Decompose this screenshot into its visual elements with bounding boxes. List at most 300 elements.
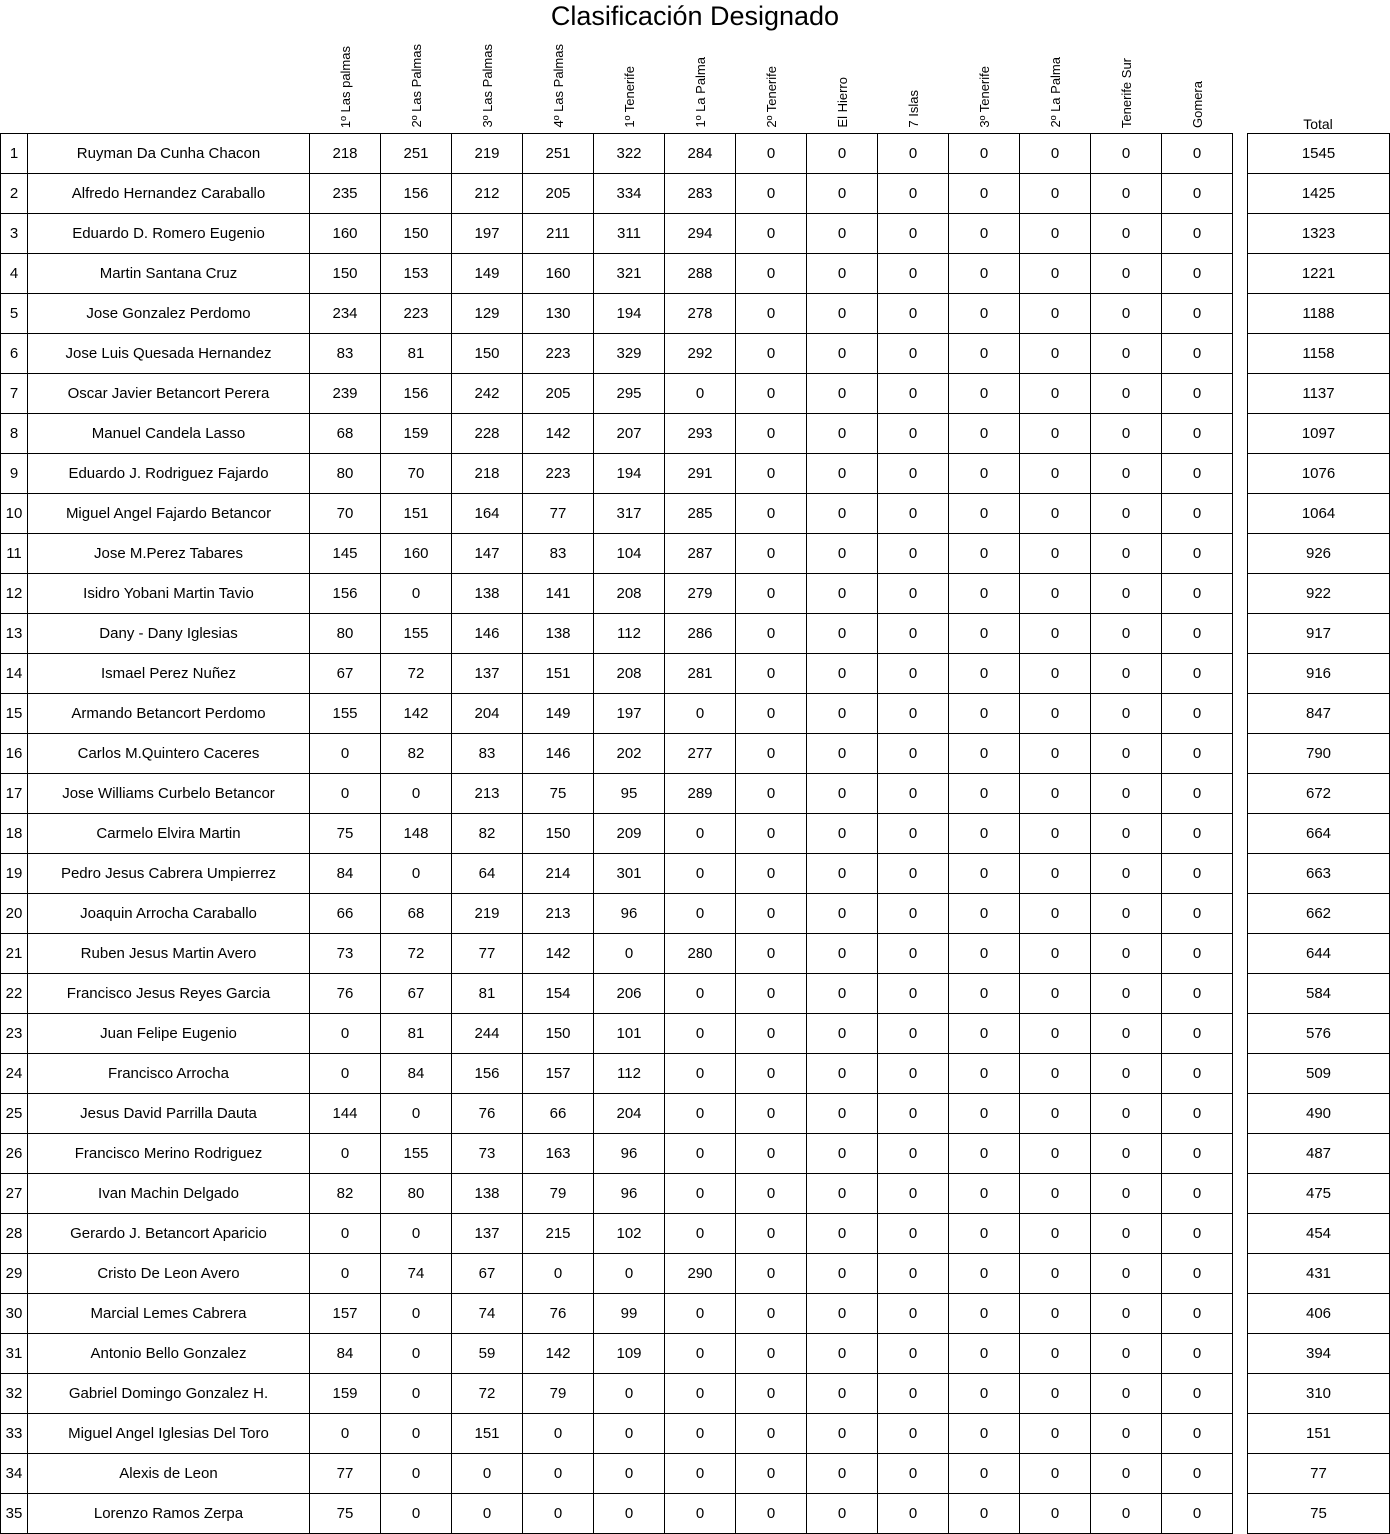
- table-row: [1, 1254, 1233, 1294]
- score-cell: 213: [523, 894, 594, 934]
- score-cell: 0: [807, 1094, 878, 1134]
- score-cell: 0: [1091, 814, 1162, 854]
- score-cell: 84: [310, 854, 381, 894]
- total-cell: 664: [1248, 814, 1390, 854]
- score-cell: 208: [594, 574, 665, 614]
- score-cell: 0: [1020, 374, 1091, 414]
- score-cell: 156: [452, 1054, 523, 1094]
- score-cell: 0: [1091, 1374, 1162, 1414]
- score-cell: 160: [523, 254, 594, 294]
- score-cell: 144: [310, 1094, 381, 1134]
- score-cell: 0: [878, 894, 949, 934]
- score-cell: 0: [1020, 1374, 1091, 1414]
- score-cell: 141: [523, 574, 594, 614]
- name-cell: Ruyman Da Cunha Chacon: [28, 134, 310, 174]
- score-cell: 218: [452, 454, 523, 494]
- score-cell: 0: [1091, 894, 1162, 934]
- score-cell: 197: [452, 214, 523, 254]
- score-cell: 0: [736, 1014, 807, 1054]
- score-cell: 96: [594, 1134, 665, 1174]
- column-header: [949, 34, 1020, 131]
- score-cell: 219: [452, 894, 523, 934]
- score-cell: 0: [1162, 1134, 1233, 1174]
- score-cell: 0: [1162, 1494, 1233, 1534]
- total-cell: 790: [1248, 734, 1390, 774]
- rank-cell: 1: [1, 134, 28, 174]
- score-cell: 0: [736, 254, 807, 294]
- score-cell: 0: [1020, 294, 1091, 334]
- score-cell: 329: [594, 334, 665, 374]
- total-cell: 847: [1248, 694, 1390, 734]
- total-table: [1247, 133, 1390, 1534]
- score-cell: 151: [381, 494, 452, 534]
- score-cell: 251: [523, 134, 594, 174]
- total-cell: 1323: [1248, 214, 1390, 254]
- total-row: [1248, 454, 1390, 494]
- total-cell: 1076: [1248, 454, 1390, 494]
- score-cell: 0: [949, 134, 1020, 174]
- name-cell: Armando Betancort Perdomo: [28, 694, 310, 734]
- total-cell: 1545: [1248, 134, 1390, 174]
- score-cell: 82: [452, 814, 523, 854]
- score-cell: 142: [523, 414, 594, 454]
- score-cell: 0: [1020, 1414, 1091, 1454]
- total-row: [1248, 974, 1390, 1014]
- column-header-label: El Hierro: [834, 77, 850, 128]
- name-cell: Oscar Javier Betancort Perera: [28, 374, 310, 414]
- score-cell: 0: [1162, 1334, 1233, 1374]
- score-cell: 0: [736, 1294, 807, 1334]
- score-cell: 0: [949, 334, 1020, 374]
- column-header: [381, 34, 452, 131]
- score-cell: 294: [665, 214, 736, 254]
- score-cell: 0: [949, 1054, 1020, 1094]
- total-cell: 1097: [1248, 414, 1390, 454]
- score-cell: 81: [381, 334, 452, 374]
- score-cell: 0: [807, 1054, 878, 1094]
- total-row: [1248, 1414, 1390, 1454]
- score-cell: 0: [1162, 1294, 1233, 1334]
- table-row: [1, 374, 1233, 414]
- total-row: [1248, 174, 1390, 214]
- score-cell: 150: [523, 814, 594, 854]
- score-cell: 155: [381, 1134, 452, 1174]
- score-cell: 0: [736, 694, 807, 734]
- score-cell: 0: [736, 1054, 807, 1094]
- score-cell: 0: [381, 1214, 452, 1254]
- score-cell: 0: [878, 454, 949, 494]
- score-cell: 0: [807, 1334, 878, 1374]
- score-cell: 0: [1020, 934, 1091, 974]
- score-cell: 0: [807, 494, 878, 534]
- column-header-label: Tenerife Sur: [1118, 57, 1134, 128]
- score-cell: 0: [949, 1414, 1020, 1454]
- score-cell: 0: [1162, 614, 1233, 654]
- score-cell: 0: [1162, 1254, 1233, 1294]
- table-row: [1, 1134, 1233, 1174]
- name-cell: Ismael Perez Nuñez: [28, 654, 310, 694]
- score-cell: 0: [949, 1374, 1020, 1414]
- ranking-table: [0, 133, 1233, 1534]
- score-cell: 95: [594, 774, 665, 814]
- score-cell: 0: [807, 1014, 878, 1054]
- score-cell: 0: [1162, 534, 1233, 574]
- score-cell: 73: [452, 1134, 523, 1174]
- score-cell: 0: [807, 1174, 878, 1214]
- score-cell: 66: [310, 894, 381, 934]
- table-row: [1, 1094, 1233, 1134]
- page-title: Clasificación Designado: [550, 1, 840, 31]
- score-cell: 205: [523, 174, 594, 214]
- score-cell: 223: [523, 334, 594, 374]
- score-cell: 0: [736, 1214, 807, 1254]
- score-cell: 0: [381, 1494, 452, 1534]
- score-cell: 72: [381, 934, 452, 974]
- score-cell: 80: [310, 614, 381, 654]
- table-row: [1, 614, 1233, 654]
- score-cell: 0: [523, 1254, 594, 1294]
- score-cell: 0: [1091, 334, 1162, 374]
- name-cell: Miguel Angel Fajardo Betancor: [28, 494, 310, 534]
- score-cell: 112: [594, 614, 665, 654]
- score-cell: 0: [949, 454, 1020, 494]
- score-cell: 212: [452, 174, 523, 214]
- table-row: [1, 1374, 1233, 1414]
- score-cell: 0: [1162, 134, 1233, 174]
- score-cell: 0: [807, 414, 878, 454]
- rank-cell: 5: [1, 294, 28, 334]
- score-cell: 77: [523, 494, 594, 534]
- score-cell: 0: [878, 1454, 949, 1494]
- score-cell: 0: [878, 414, 949, 454]
- score-cell: 293: [665, 414, 736, 454]
- score-cell: 207: [594, 414, 665, 454]
- score-cell: 0: [878, 1294, 949, 1334]
- rank-cell: 10: [1, 494, 28, 534]
- name-cell: Jose Luis Quesada Hernandez: [28, 334, 310, 374]
- score-cell: 0: [1020, 1454, 1091, 1494]
- score-cell: 96: [594, 894, 665, 934]
- score-cell: 0: [381, 1414, 452, 1454]
- score-cell: 0: [1162, 734, 1233, 774]
- column-header: [807, 34, 878, 131]
- table-row: [1, 1014, 1233, 1054]
- score-cell: 0: [878, 1334, 949, 1374]
- score-cell: 0: [878, 334, 949, 374]
- score-cell: 0: [1091, 694, 1162, 734]
- score-cell: 84: [310, 1334, 381, 1374]
- score-cell: 0: [1020, 414, 1091, 454]
- score-cell: 81: [452, 974, 523, 1014]
- name-cell: Eduardo D. Romero Eugenio: [28, 214, 310, 254]
- column-header-label: 1º La Palma: [692, 57, 708, 128]
- score-cell: 0: [736, 1254, 807, 1294]
- score-cell: 284: [665, 134, 736, 174]
- total-cell: 475: [1248, 1174, 1390, 1214]
- score-cell: 0: [736, 134, 807, 174]
- score-cell: 0: [736, 1334, 807, 1374]
- score-cell: 0: [807, 134, 878, 174]
- score-cell: 288: [665, 254, 736, 294]
- score-cell: 0: [736, 614, 807, 654]
- score-cell: 292: [665, 334, 736, 374]
- total-cell: 454: [1248, 1214, 1390, 1254]
- score-cell: 0: [736, 534, 807, 574]
- score-cell: 209: [594, 814, 665, 854]
- table-row: [1, 414, 1233, 454]
- score-cell: 0: [1091, 454, 1162, 494]
- table-row: [1, 294, 1233, 334]
- score-cell: 0: [736, 214, 807, 254]
- rank-cell: 28: [1, 1214, 28, 1254]
- column-header: [736, 34, 807, 131]
- score-cell: 0: [1162, 1214, 1233, 1254]
- total-row: [1248, 334, 1390, 374]
- score-cell: 279: [665, 574, 736, 614]
- column-header: [594, 34, 665, 131]
- score-cell: 96: [594, 1174, 665, 1214]
- table-row: [1, 774, 1233, 814]
- rank-cell: 29: [1, 1254, 28, 1294]
- name-cell: Francisco Merino Rodriguez: [28, 1134, 310, 1174]
- total-row: [1248, 814, 1390, 854]
- score-cell: 0: [594, 1254, 665, 1294]
- rank-cell: 9: [1, 454, 28, 494]
- score-cell: 0: [1091, 294, 1162, 334]
- score-cell: 0: [1162, 694, 1233, 734]
- score-cell: 234: [310, 294, 381, 334]
- score-cell: 0: [1091, 174, 1162, 214]
- score-cell: 0: [807, 254, 878, 294]
- total-row: [1248, 1014, 1390, 1054]
- rank-cell: 32: [1, 1374, 28, 1414]
- score-cell: 0: [594, 1374, 665, 1414]
- score-cell: 0: [1162, 294, 1233, 334]
- total-cell: 672: [1248, 774, 1390, 814]
- score-cell: 0: [807, 334, 878, 374]
- score-cell: 72: [452, 1374, 523, 1414]
- table-row: [1, 214, 1233, 254]
- score-cell: 0: [949, 1494, 1020, 1534]
- score-cell: 137: [452, 654, 523, 694]
- total-cell: 1425: [1248, 174, 1390, 214]
- rank-cell: 21: [1, 934, 28, 974]
- rank-cell: 19: [1, 854, 28, 894]
- total-cell: 922: [1248, 574, 1390, 614]
- score-cell: 81: [381, 1014, 452, 1054]
- score-cell: 0: [736, 934, 807, 974]
- score-cell: 0: [1091, 534, 1162, 574]
- total-cell: 644: [1248, 934, 1390, 974]
- rank-cell: 4: [1, 254, 28, 294]
- score-cell: 0: [665, 1094, 736, 1134]
- score-cell: 0: [1091, 774, 1162, 814]
- score-cell: 0: [523, 1454, 594, 1494]
- score-cell: 0: [949, 694, 1020, 734]
- score-cell: 99: [594, 1294, 665, 1334]
- table-row: [1, 1494, 1233, 1534]
- total-row: [1248, 614, 1390, 654]
- score-cell: 0: [594, 934, 665, 974]
- score-cell: 0: [1091, 854, 1162, 894]
- score-cell: 0: [878, 1174, 949, 1214]
- score-cell: 154: [523, 974, 594, 1014]
- total-cell: 75: [1248, 1494, 1390, 1534]
- score-cell: 317: [594, 494, 665, 534]
- score-cell: 0: [1020, 1134, 1091, 1174]
- score-cell: 0: [1091, 734, 1162, 774]
- score-cell: 0: [807, 454, 878, 494]
- score-cell: 0: [807, 654, 878, 694]
- score-cell: 101: [594, 1014, 665, 1054]
- score-cell: 0: [1162, 1414, 1233, 1454]
- score-cell: 0: [1091, 1454, 1162, 1494]
- rank-cell: 6: [1, 334, 28, 374]
- name-cell: Isidro Yobani Martin Tavio: [28, 574, 310, 614]
- score-cell: 0: [1091, 1494, 1162, 1534]
- name-cell: Carmelo Elvira Martin: [28, 814, 310, 854]
- score-cell: 157: [523, 1054, 594, 1094]
- score-cell: 0: [1091, 1054, 1162, 1094]
- score-cell: 0: [949, 254, 1020, 294]
- score-cell: 70: [381, 454, 452, 494]
- score-cell: 163: [523, 1134, 594, 1174]
- score-cell: 102: [594, 1214, 665, 1254]
- name-cell: Miguel Angel Iglesias Del Toro: [28, 1414, 310, 1454]
- score-cell: 0: [949, 214, 1020, 254]
- score-cell: 278: [665, 294, 736, 334]
- rank-cell: 11: [1, 534, 28, 574]
- score-cell: 0: [949, 1094, 1020, 1134]
- table-row: [1, 934, 1233, 974]
- score-cell: 0: [1020, 214, 1091, 254]
- score-cell: 211: [523, 214, 594, 254]
- column-header-label: 1º Tenerife: [621, 66, 637, 128]
- rank-cell: 13: [1, 614, 28, 654]
- rank-cell: 25: [1, 1094, 28, 1134]
- score-cell: 0: [807, 614, 878, 654]
- rank-cell: 22: [1, 974, 28, 1014]
- score-cell: 0: [665, 1054, 736, 1094]
- column-header-label: 3º Las Palmas: [479, 44, 495, 128]
- score-cell: 67: [381, 974, 452, 1014]
- table-row: [1, 254, 1233, 294]
- score-cell: 0: [1020, 174, 1091, 214]
- score-cell: 0: [807, 774, 878, 814]
- score-cell: 0: [1162, 334, 1233, 374]
- score-cell: 83: [523, 534, 594, 574]
- score-cell: 0: [807, 1254, 878, 1294]
- total-cell: 926: [1248, 534, 1390, 574]
- score-cell: 0: [878, 934, 949, 974]
- score-cell: 0: [665, 1414, 736, 1454]
- name-cell: Lorenzo Ramos Zerpa: [28, 1494, 310, 1534]
- score-cell: 0: [878, 1134, 949, 1174]
- score-cell: 0: [1020, 134, 1091, 174]
- table-row: [1, 1334, 1233, 1374]
- score-cell: 0: [594, 1494, 665, 1534]
- score-cell: 0: [807, 1414, 878, 1454]
- name-cell: Cristo De Leon Avero: [28, 1254, 310, 1294]
- name-cell: Antonio Bello Gonzalez: [28, 1334, 310, 1374]
- score-cell: 0: [1020, 694, 1091, 734]
- total-row: [1248, 1494, 1390, 1534]
- score-cell: 109: [594, 1334, 665, 1374]
- rank-cell: 23: [1, 1014, 28, 1054]
- total-cell: 662: [1248, 894, 1390, 934]
- score-cell: 0: [1091, 414, 1162, 454]
- table-row: [1, 534, 1233, 574]
- total-row: [1248, 1294, 1390, 1334]
- total-row: [1248, 934, 1390, 974]
- name-cell: Martin Santana Cruz: [28, 254, 310, 294]
- score-cell: 0: [878, 1014, 949, 1054]
- score-cell: 138: [523, 614, 594, 654]
- score-cell: 0: [381, 1374, 452, 1414]
- total-row: [1248, 1254, 1390, 1294]
- total-row: [1248, 1134, 1390, 1174]
- score-cell: 0: [1020, 974, 1091, 1014]
- total-cell: 77: [1248, 1454, 1390, 1494]
- name-cell: Marcial Lemes Cabrera: [28, 1294, 310, 1334]
- score-cell: 151: [523, 654, 594, 694]
- score-cell: 76: [452, 1094, 523, 1134]
- score-cell: 0: [381, 1454, 452, 1494]
- total-row: [1248, 294, 1390, 334]
- score-cell: 0: [1020, 814, 1091, 854]
- score-cell: 194: [594, 294, 665, 334]
- score-cell: 0: [1162, 214, 1233, 254]
- score-cell: 149: [523, 694, 594, 734]
- table-row: [1, 334, 1233, 374]
- rank-cell: 17: [1, 774, 28, 814]
- score-cell: 291: [665, 454, 736, 494]
- score-cell: 0: [665, 1134, 736, 1174]
- rank-cell: 14: [1, 654, 28, 694]
- score-cell: 295: [594, 374, 665, 414]
- score-cell: 0: [949, 1254, 1020, 1294]
- score-cell: 0: [807, 1454, 878, 1494]
- score-cell: 0: [807, 1294, 878, 1334]
- score-cell: 0: [878, 654, 949, 694]
- score-cell: 0: [381, 854, 452, 894]
- score-cell: 142: [381, 694, 452, 734]
- total-row: [1248, 654, 1390, 694]
- name-cell: Eduardo J. Rodriguez Fajardo: [28, 454, 310, 494]
- score-cell: 0: [665, 854, 736, 894]
- score-cell: 0: [878, 1494, 949, 1534]
- score-cell: 0: [807, 1374, 878, 1414]
- score-cell: 68: [310, 414, 381, 454]
- total-row: [1248, 134, 1390, 174]
- score-cell: 0: [949, 1294, 1020, 1334]
- total-row: [1248, 374, 1390, 414]
- score-cell: 0: [736, 1094, 807, 1134]
- score-cell: 0: [1162, 974, 1233, 1014]
- score-cell: 0: [1091, 614, 1162, 654]
- table-row: [1, 814, 1233, 854]
- column-header-label: 2º Tenerife: [763, 66, 779, 128]
- score-cell: 0: [1091, 654, 1162, 694]
- score-cell: 0: [807, 174, 878, 214]
- score-cell: 0: [736, 1174, 807, 1214]
- score-cell: 239: [310, 374, 381, 414]
- rank-cell: 33: [1, 1414, 28, 1454]
- score-cell: 0: [949, 534, 1020, 574]
- score-cell: 79: [523, 1374, 594, 1414]
- score-cell: 0: [878, 1214, 949, 1254]
- score-cell: 77: [310, 1454, 381, 1494]
